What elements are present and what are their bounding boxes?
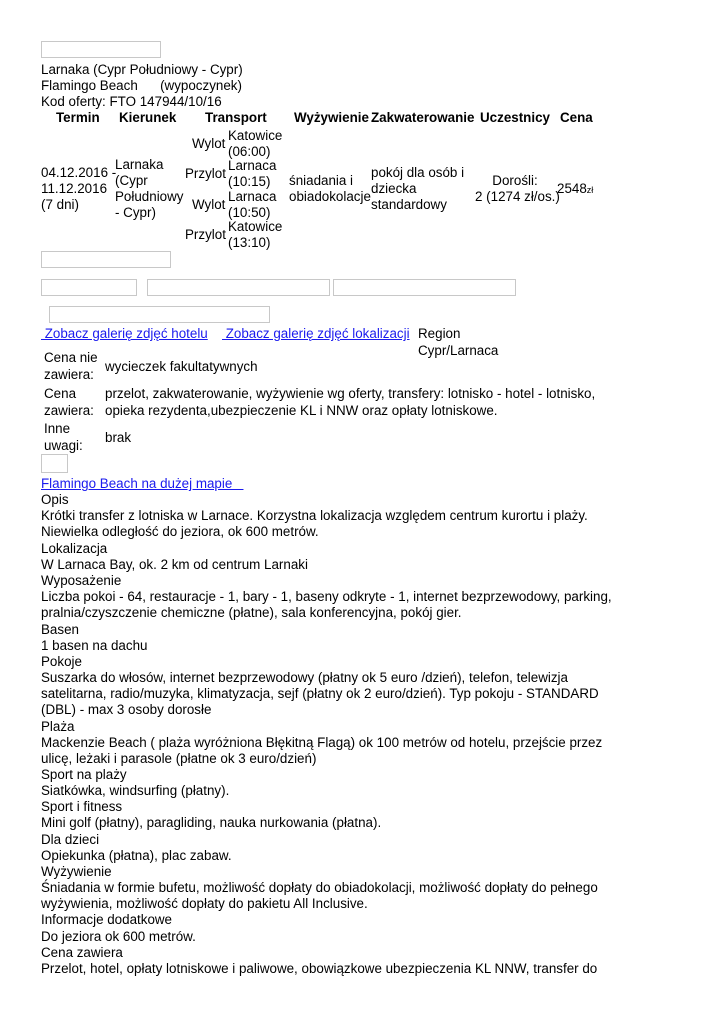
info-value: brak (105, 430, 132, 445)
section-heading: Sport i fitness (41, 799, 123, 814)
info-value: wycieczek fakultatywnych (105, 359, 258, 374)
transport-type: Wylot (192, 136, 226, 151)
gallery-location-link[interactable]: Zobacz galerię zdjęć lokalizacji (222, 326, 410, 341)
image-placeholder-5 (49, 306, 270, 323)
header-kierunek: Kierunek (119, 110, 177, 125)
section-heading: Wyposażenie (41, 573, 122, 588)
section-text: Mackenzie Beach ( plaża wyróżniona Błękitną Flagą) ok 100 metrów od hotelu, przejście przez (41, 735, 603, 750)
section-text: Krótki transfer z lotniska w Larnace. Korzystna lokalizacja względem centrum kurortu i plaży. (41, 508, 588, 523)
transport-type: Przylot (185, 166, 226, 181)
transport-type: Przylot (185, 227, 226, 242)
info-label: Cena zawiera: (44, 386, 94, 418)
section-heading: Dla dzieci (41, 832, 100, 847)
section-heading: Basen (41, 622, 79, 637)
price-unit: zł (586, 185, 594, 195)
transport-place: Katowice (13:10) (228, 219, 283, 250)
destination-title: Larnaka (Cypr Południowy - Cypr) (41, 62, 243, 77)
section-text: W Larnaca Bay, ok. 2 km od centrum Larnaki (41, 557, 308, 572)
transport-type: Wylot (192, 197, 226, 212)
header-zakwaterowanie: Zakwaterowanie (371, 110, 475, 125)
info-value: przelot, zakwaterowanie, wyżywienie wg oferty, transfery: lotnisko - hotel - lotnisko, opieka rezydenta,ubezpieczenie KL i NNW oraz opłaty lotniskowe. (105, 386, 596, 418)
info-label: Inne uwagi: (44, 421, 83, 453)
transport-place: Larnaca (10:15) (228, 158, 277, 189)
header-termin: Termin (56, 110, 100, 125)
hotel-name: Flamingo Beach (wypoczynek) (41, 78, 242, 93)
header-image-placeholder (41, 41, 161, 58)
section-heading: Informacje dodatkowe (41, 912, 173, 927)
section-text: Siatkówka, windsurfing (płatny). (41, 783, 230, 798)
section-text: Niewielka odległość do jeziora, ok 600 metrów. (41, 524, 319, 539)
info-label: Cena nie zawiera: (44, 350, 98, 382)
section-text: Suszarka do włosów, internet bezprzewodowy (płatny ok 5 euro /dzień), telefon, telewizja (41, 670, 568, 685)
image-placeholder-3 (147, 279, 330, 296)
section-text: pralnia/czyszczenie chemiczne (płatne), sala konferencyjna, pokój gier. (41, 605, 462, 620)
section-text: satelitarna, radio/muzyka, klimatyzacja, sejf (płatny ok 2 euro/dzień). Typ pokoju - STANDARD (41, 686, 599, 701)
section-text: Liczba pokoi - 64, restauracje - 1, bary - 1, baseny odkryte - 1, internet bezprzewodowy, parking, (41, 589, 612, 604)
section-text: 1 basen na dachu (41, 638, 148, 653)
section-text: Śniadania w formie bufetu, możliwość dopłaty do obiadokolacji, możliwość dopłaty do pełnego (41, 880, 598, 895)
section-text: (DBL) - max 3 osoby dorosłe (41, 702, 212, 717)
section-text: Mini golf (płatny), paragliding, nauka nurkowania (płatna). (41, 815, 382, 830)
header-wyzywienie: Wyżywienie (294, 110, 369, 125)
map-link[interactable]: Flamingo Beach na dużej mapie (41, 476, 244, 491)
header-uczestnicy: Uczestnicy (480, 110, 550, 125)
image-placeholder-2 (41, 279, 137, 296)
section-heading: Pokoje (41, 654, 82, 669)
header-cena: Cena (560, 110, 593, 125)
section-heading: Plaża (41, 719, 75, 734)
section-text: wyżywienia, możliwość dopłaty do pakietu All Inclusive. (41, 896, 368, 911)
kierunek-cell: Larnaka (Cypr Południowy - Cypr) (115, 157, 184, 220)
map-placeholder (41, 454, 68, 473)
offer-code: Kod oferty: FTO 147944/10/16 (41, 94, 222, 109)
header-transport: Transport (205, 110, 267, 125)
gallery-hotel-link[interactable]: Zobacz galerię zdjęć hotelu (41, 326, 208, 341)
section-text: ulicę, leżaki i parasole (płatne ok 3 euro/dzień) (41, 751, 317, 766)
termin-cell: 04.12.2016 - 11.12.2016 (7 dni) (41, 165, 117, 212)
wyzywienie-cell: śniadania i obiadokolacje (289, 173, 371, 204)
zakwaterowanie-cell: pokój dla osób i dziecka standardowy (371, 165, 465, 212)
section-text: Przelot, hotel, opłaty lotniskowe i paliwowe, obowiązkowe ubezpieczenia KL NNW, transfer do (41, 961, 598, 976)
cena-cell (557, 181, 593, 198)
section-heading: Opis (41, 492, 69, 507)
transport-place: Katowice (06:00) (228, 128, 283, 159)
region-label: Region (418, 326, 461, 341)
region-value: Cypr/Larnaca (418, 343, 499, 358)
image-placeholder-1 (41, 251, 171, 268)
section-heading: Cena zawiera (41, 945, 123, 960)
section-text: Do jeziora ok 600 metrów. (41, 929, 196, 944)
image-placeholder-4 (333, 279, 516, 296)
transport-place: Larnaca (10:50) (228, 189, 277, 220)
section-heading: Wyżywienie (41, 864, 112, 879)
section-text: Opiekunka (płatna), plac zabaw. (41, 848, 232, 863)
price-value: 2548 (557, 181, 587, 196)
section-heading: Sport na plaży (41, 767, 127, 782)
section-heading: Lokalizacja (41, 541, 108, 556)
uczestnicy-cell: Dorośli: 2 (1274 zł/os.) (475, 173, 560, 204)
